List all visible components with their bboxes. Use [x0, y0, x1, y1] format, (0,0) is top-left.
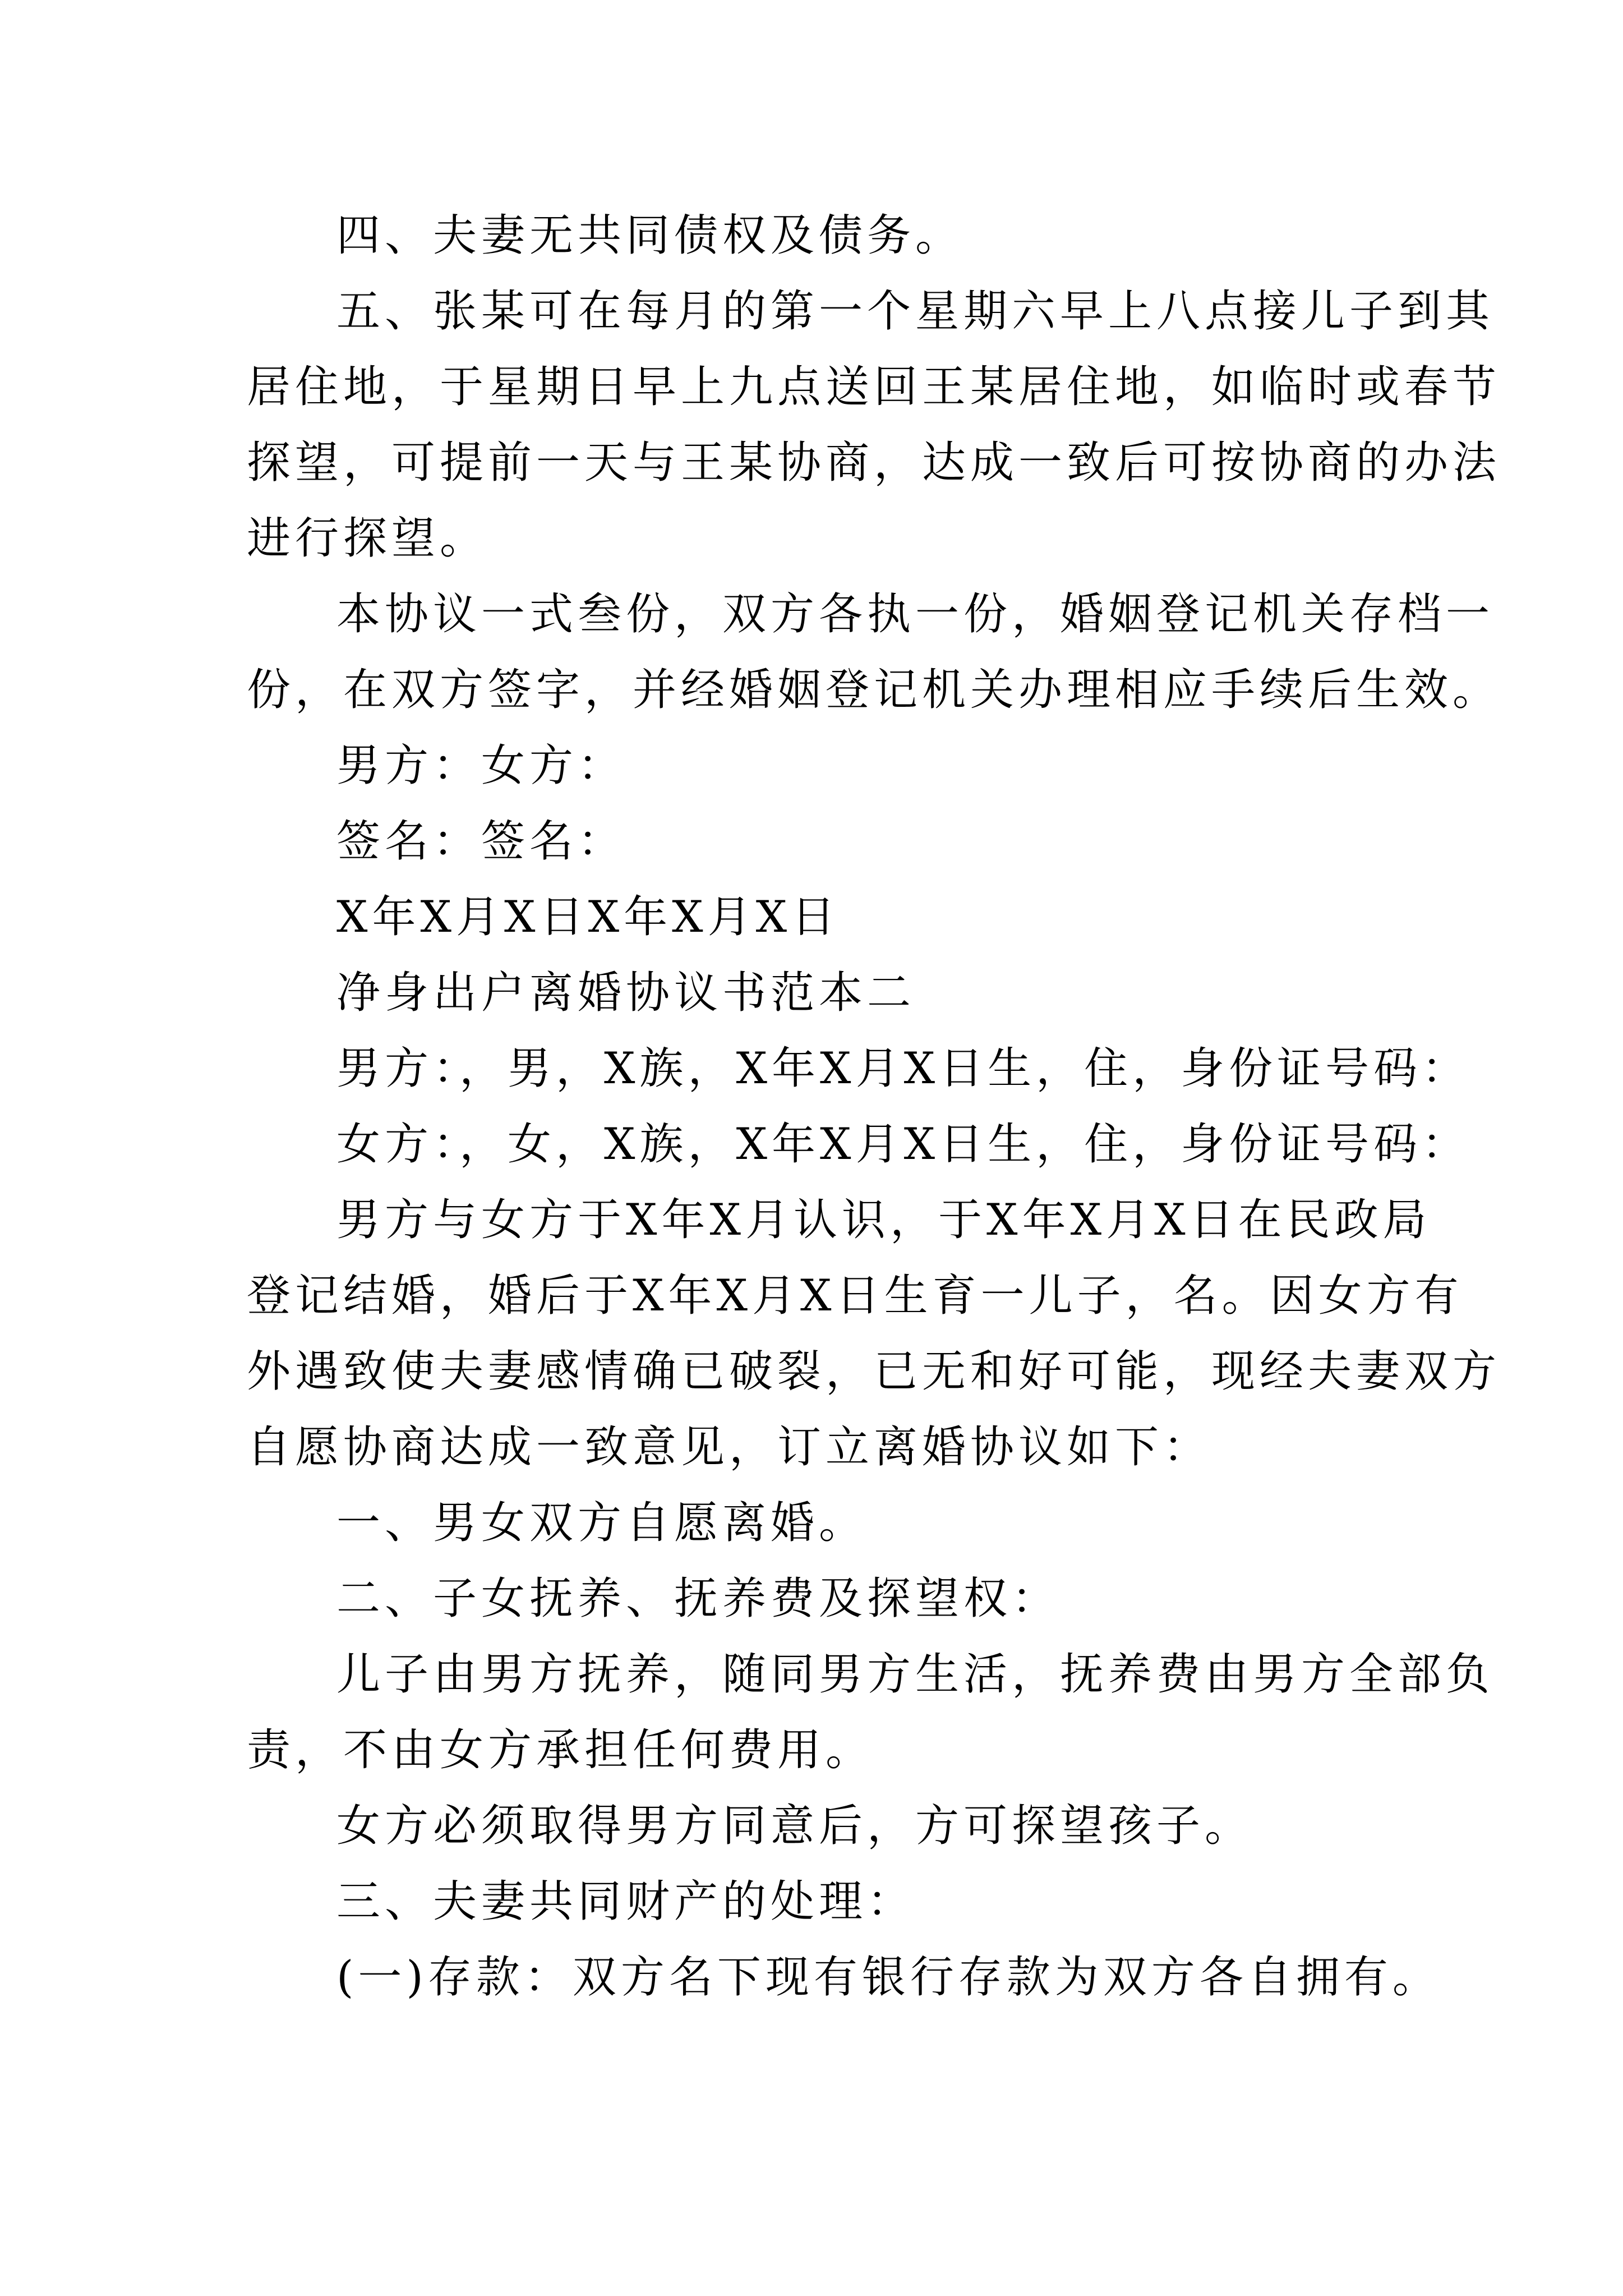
paragraph-line: 女方必须取得男方同意后，方可探望孩子。: [336, 1801, 1253, 1851]
paragraph-line: 男方与女方于X年X月认识，于X年X月X日在民政局: [336, 1195, 1431, 1245]
party-info-line: 男方：，男，X族，X年X月X日生，住，身份证号码：: [336, 1043, 1470, 1094]
paragraph-line: 五、张某可在每月的第一个星期六早上八点接儿子到其: [336, 286, 1495, 337]
clause-heading: 二、子女抚养、抚养费及探望权：: [336, 1573, 1061, 1624]
section-title: 净身出户离婚协议书范本二: [336, 968, 916, 1018]
paragraph-line: 四、夫妻无共同债权及债务。: [336, 210, 964, 261]
paragraph-line: 居住地，于星期日早上九点送回王某居住地，如临时或春节: [247, 362, 1501, 412]
party-info-line: 女方：，女，X族，X年X月X日生，住，身份证号码：: [336, 1119, 1470, 1170]
signature-label-line: 签名：签名：: [336, 816, 626, 867]
paragraph-line: 儿子由男方抚养，随同男方生活，抚养费由男方全部负: [336, 1649, 1495, 1700]
paragraph-line: (一)存款：双方名下现有银行存款为双方各自拥有。: [336, 1952, 1441, 2003]
clause-heading: 三、夫妻共同财产的处理：: [336, 1876, 916, 1927]
paragraph-line: 份，在双方签字，并经婚姻登记机关办理相应手续后生效。: [247, 665, 1501, 715]
paragraph-line: 责，不由女方承担任何费用。: [247, 1725, 874, 1775]
paragraph-line: 探望，可提前一天与王某协商，达成一致后可按协商的办法: [247, 438, 1501, 488]
paragraph-line: 自愿协商达成一致意见，订立离婚协议如下：: [247, 1422, 1212, 1473]
paragraph-line: 进行探望。: [247, 513, 488, 564]
paragraph-line: 登记结婚，婚后于X年X月X日生育一儿子，名。因女方有: [247, 1271, 1463, 1321]
signature-label-line: 男方：女方：: [336, 740, 626, 791]
clause-heading: 一、男女双方自愿离婚。: [336, 1498, 868, 1548]
paragraph-line: 外遇致使夫妻感情确已破裂，已无和好可能，现经夫妻双方: [247, 1346, 1501, 1397]
paragraph-line: 本协议一式叁份，双方各执一份，婚姻登记机关存档一: [336, 589, 1495, 639]
date-line: X年X月X日X年X月X日: [336, 892, 840, 942]
